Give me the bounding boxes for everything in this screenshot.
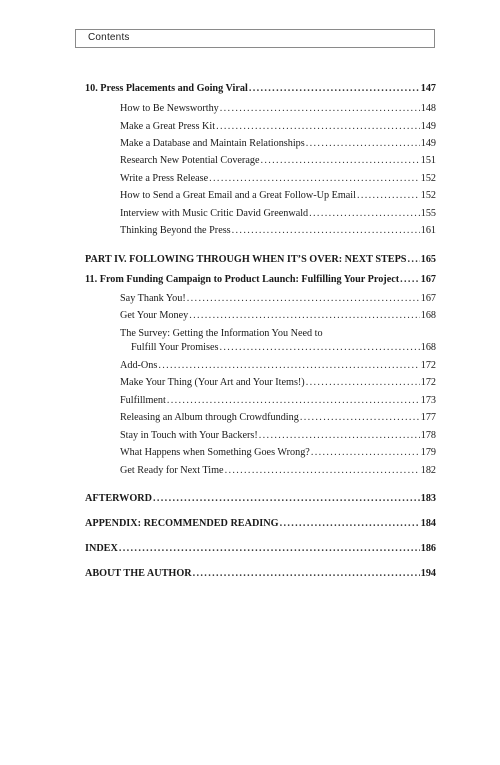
header-label: Contents [88, 32, 130, 43]
dot-leader [400, 273, 420, 287]
toc-page-number: 168 [420, 342, 436, 353]
toc-entry-title: Get Ready for Next Time [120, 465, 224, 476]
dot-leader [219, 341, 419, 355]
toc-section[interactable] [120, 172, 436, 186]
toc-about-the-author[interactable] [85, 567, 436, 581]
toc-entry-title: Make a Database and Maintain Relationships [120, 138, 305, 149]
dot-leader [260, 154, 419, 168]
toc-page-number: 172 [420, 377, 436, 388]
toc-section[interactable] [120, 120, 436, 134]
toc-section[interactable] [120, 137, 436, 151]
toc-page-number: 152 [420, 190, 436, 201]
dot-leader [311, 446, 420, 460]
toc-entry-title: What Happens when Something Goes Wrong? [120, 447, 310, 458]
toc-appendix[interactable] [85, 517, 436, 531]
toc-page-number: 168 [420, 310, 436, 321]
toc-entry-title: Make a Great Press Kit [120, 121, 216, 132]
toc-page-number: 186 [420, 543, 436, 554]
toc-page-number: 165 [420, 254, 436, 265]
toc-section[interactable] [120, 464, 436, 478]
toc-entry-title: Fulfill Your Promises [131, 342, 219, 353]
toc-page-number: 151 [420, 155, 436, 166]
toc-entry-title: Write a Press Release [120, 173, 209, 184]
dot-leader [193, 567, 420, 581]
toc-entry-title: Stay in Touch with Your Backers! [120, 430, 258, 441]
toc-section[interactable] [120, 376, 436, 390]
toc-section[interactable] [120, 224, 436, 238]
dot-leader [167, 394, 420, 408]
toc-section[interactable] [120, 154, 436, 168]
dot-leader [216, 120, 420, 134]
toc-afterword[interactable] [85, 492, 436, 506]
toc-page-number: 178 [420, 430, 436, 441]
toc-section[interactable] [120, 309, 436, 323]
dot-leader [220, 102, 420, 116]
toc-chapter-10[interactable] [85, 82, 436, 96]
dot-leader [119, 542, 420, 556]
toc-section[interactable] [120, 102, 436, 116]
toc-section[interactable] [120, 394, 436, 408]
toc-entry-title: PART IV. FOLLOWING THROUGH WHEN IT’S OVER: NEXT STEPS [85, 254, 407, 265]
toc-entry-title: Say Thank You! [120, 293, 186, 304]
toc-entry-title: 11. From Funding Campaign to Product Launch: Fulfilling Your Project [85, 274, 400, 285]
toc-entry-title: Thinking Beyond the Press [120, 225, 231, 236]
dot-leader [249, 82, 420, 96]
toc-section[interactable] [120, 429, 436, 443]
running-header [75, 29, 435, 48]
dot-leader [300, 411, 420, 425]
toc-page-number: 149 [420, 138, 436, 149]
dot-leader [189, 309, 420, 323]
dot-leader [306, 137, 420, 151]
toc-page-number: 179 [420, 447, 436, 458]
toc-section[interactable] [120, 411, 436, 425]
toc-page-number: 177 [420, 412, 436, 423]
dot-leader [306, 376, 420, 390]
toc-section[interactable] [120, 292, 436, 306]
dot-leader [259, 429, 420, 443]
toc-section-first-line[interactable]: The Survey: Getting the Information You Need to [120, 328, 323, 339]
toc-entry-title: AFTERWORD [85, 493, 152, 504]
toc-entry-title: Research New Potential Coverage [120, 155, 260, 166]
toc-section[interactable] [120, 189, 436, 203]
toc-entry-title: APPENDIX: RECOMMENDED READING [85, 518, 279, 529]
toc-page-number: 148 [420, 103, 436, 114]
toc-entry-title: Make Your Thing (Your Art and Your Items!) [120, 377, 305, 388]
toc-page-number: 149 [420, 121, 436, 132]
toc-entry-title: Get Your Money [120, 310, 189, 321]
toc-index[interactable] [85, 542, 436, 556]
toc-chapter-11[interactable] [85, 273, 436, 287]
dot-leader [232, 224, 420, 238]
toc-page-number: 172 [420, 360, 436, 371]
toc-page-number: 147 [420, 83, 436, 94]
toc-section[interactable] [120, 207, 436, 221]
toc-page-number: 161 [420, 225, 436, 236]
toc-entry-title: Releasing an Album through Crowdfunding [120, 412, 299, 423]
toc-entry-title: ABOUT THE AUTHOR [85, 568, 192, 579]
toc-entry-title: How to Send a Great Email and a Great Follow-Up Email [120, 190, 356, 201]
toc-page-number: 167 [420, 293, 436, 304]
dot-leader [357, 189, 420, 203]
toc-section[interactable] [120, 446, 436, 460]
toc-entry-title: INDEX [85, 543, 118, 554]
toc-page-number: 184 [420, 518, 436, 529]
dot-leader [280, 517, 420, 531]
toc-entry-title: Add-Ons [120, 360, 158, 371]
dot-leader [225, 464, 420, 478]
toc-page-number: 152 [420, 173, 436, 184]
toc-section[interactable] [120, 359, 436, 373]
toc-section[interactable] [131, 341, 436, 355]
toc-page-number: 173 [420, 395, 436, 406]
dot-leader [209, 172, 420, 186]
dot-leader [407, 253, 419, 267]
toc-page-number: 183 [420, 493, 436, 504]
dot-leader [153, 492, 420, 506]
toc-entry-title: How to Be Newsworthy [120, 103, 219, 114]
dot-leader [187, 292, 420, 306]
toc-page-number: 182 [420, 465, 436, 476]
dot-leader [158, 359, 419, 373]
dot-leader [309, 207, 420, 221]
toc-entry-title: Interview with Music Critic David Greenwald [120, 208, 309, 219]
toc-page-number: 194 [420, 568, 436, 579]
toc-entry-title: Fulfillment [120, 395, 166, 406]
toc-page-number: 167 [420, 274, 436, 285]
toc-page-number: 155 [420, 208, 436, 219]
toc-entry-title: 10. Press Placements and Going Viral [85, 83, 248, 94]
toc-part-iv[interactable] [85, 253, 436, 267]
